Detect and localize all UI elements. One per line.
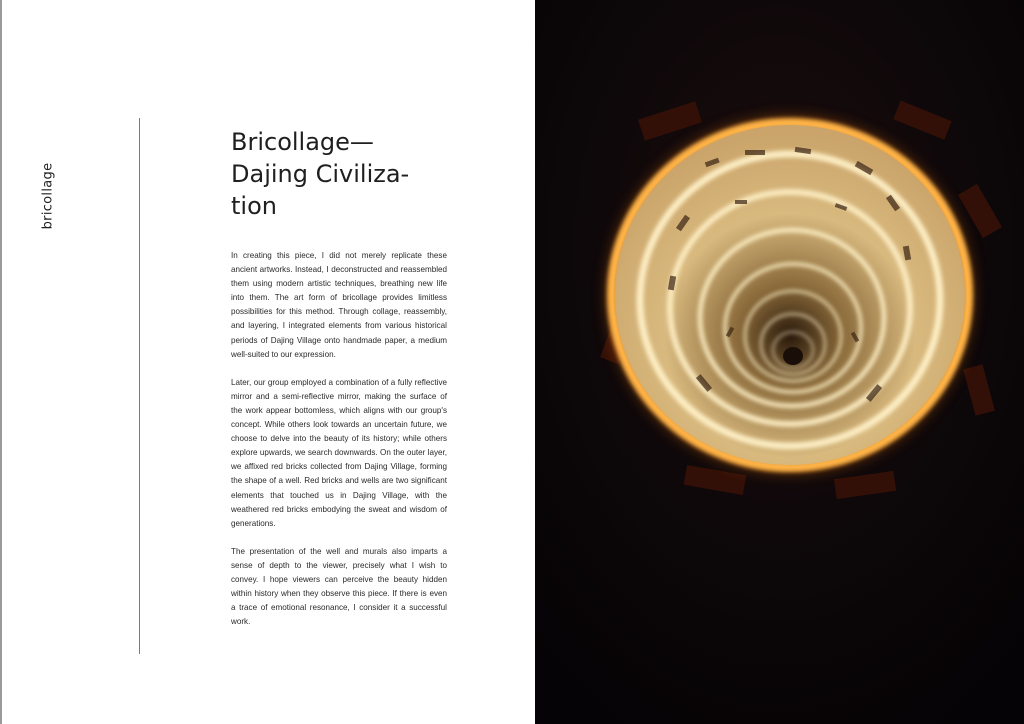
paragraph-2: Later, our group employed a combination of a fully reflective mirror and a semi-reflective mirror, making the surface of the work appear bottomless, which aligns with our group's concept. While others look towards an uncertain future, we choose to delve into the beauty of its history; while others explore upwards, we search downwards. On the outer layer, we affixed red bricks collected from Dajing Village, forming the shape of a well. Red bricks and wells are two significant elements that touched us in Dajing Village, with the weathered red bricks embodying the sweat and wisdom of generations. <box>231 377 447 528</box>
artwork-photo <box>535 0 1024 724</box>
title-line-2: Dajing Civiliza- <box>231 160 410 188</box>
section-label: bricollage <box>40 162 56 230</box>
well-installation-image <box>535 0 1024 724</box>
paragraph-3: The presentation of the well and murals also imparts a sense of depth to the viewer, precisely what I wish to convey. I hope viewers can perceive the beauty hidden within history when they observe this piece. If there is even a trace of emotional resonance, I consider it a successful work. <box>231 546 447 627</box>
paragraph-1: In creating this piece, I did not merely replicate these ancient artworks. Instead, I deconstructed and reassembled them using modern artistic techniques, breathing new life into them. The art form of bricollage provides limitless possibilities for this method. Through collage, reassembly, and layering, I integrated elements from various historical periods of Dajing Village onto handmade paper, a medium well-suited to our expression. <box>231 251 447 359</box>
title-line-1: Bricollage— <box>231 128 374 156</box>
vertical-divider <box>139 118 140 654</box>
title-line-3: tion <box>231 192 277 220</box>
page-title <box>231 126 481 222</box>
body-text <box>231 249 447 629</box>
